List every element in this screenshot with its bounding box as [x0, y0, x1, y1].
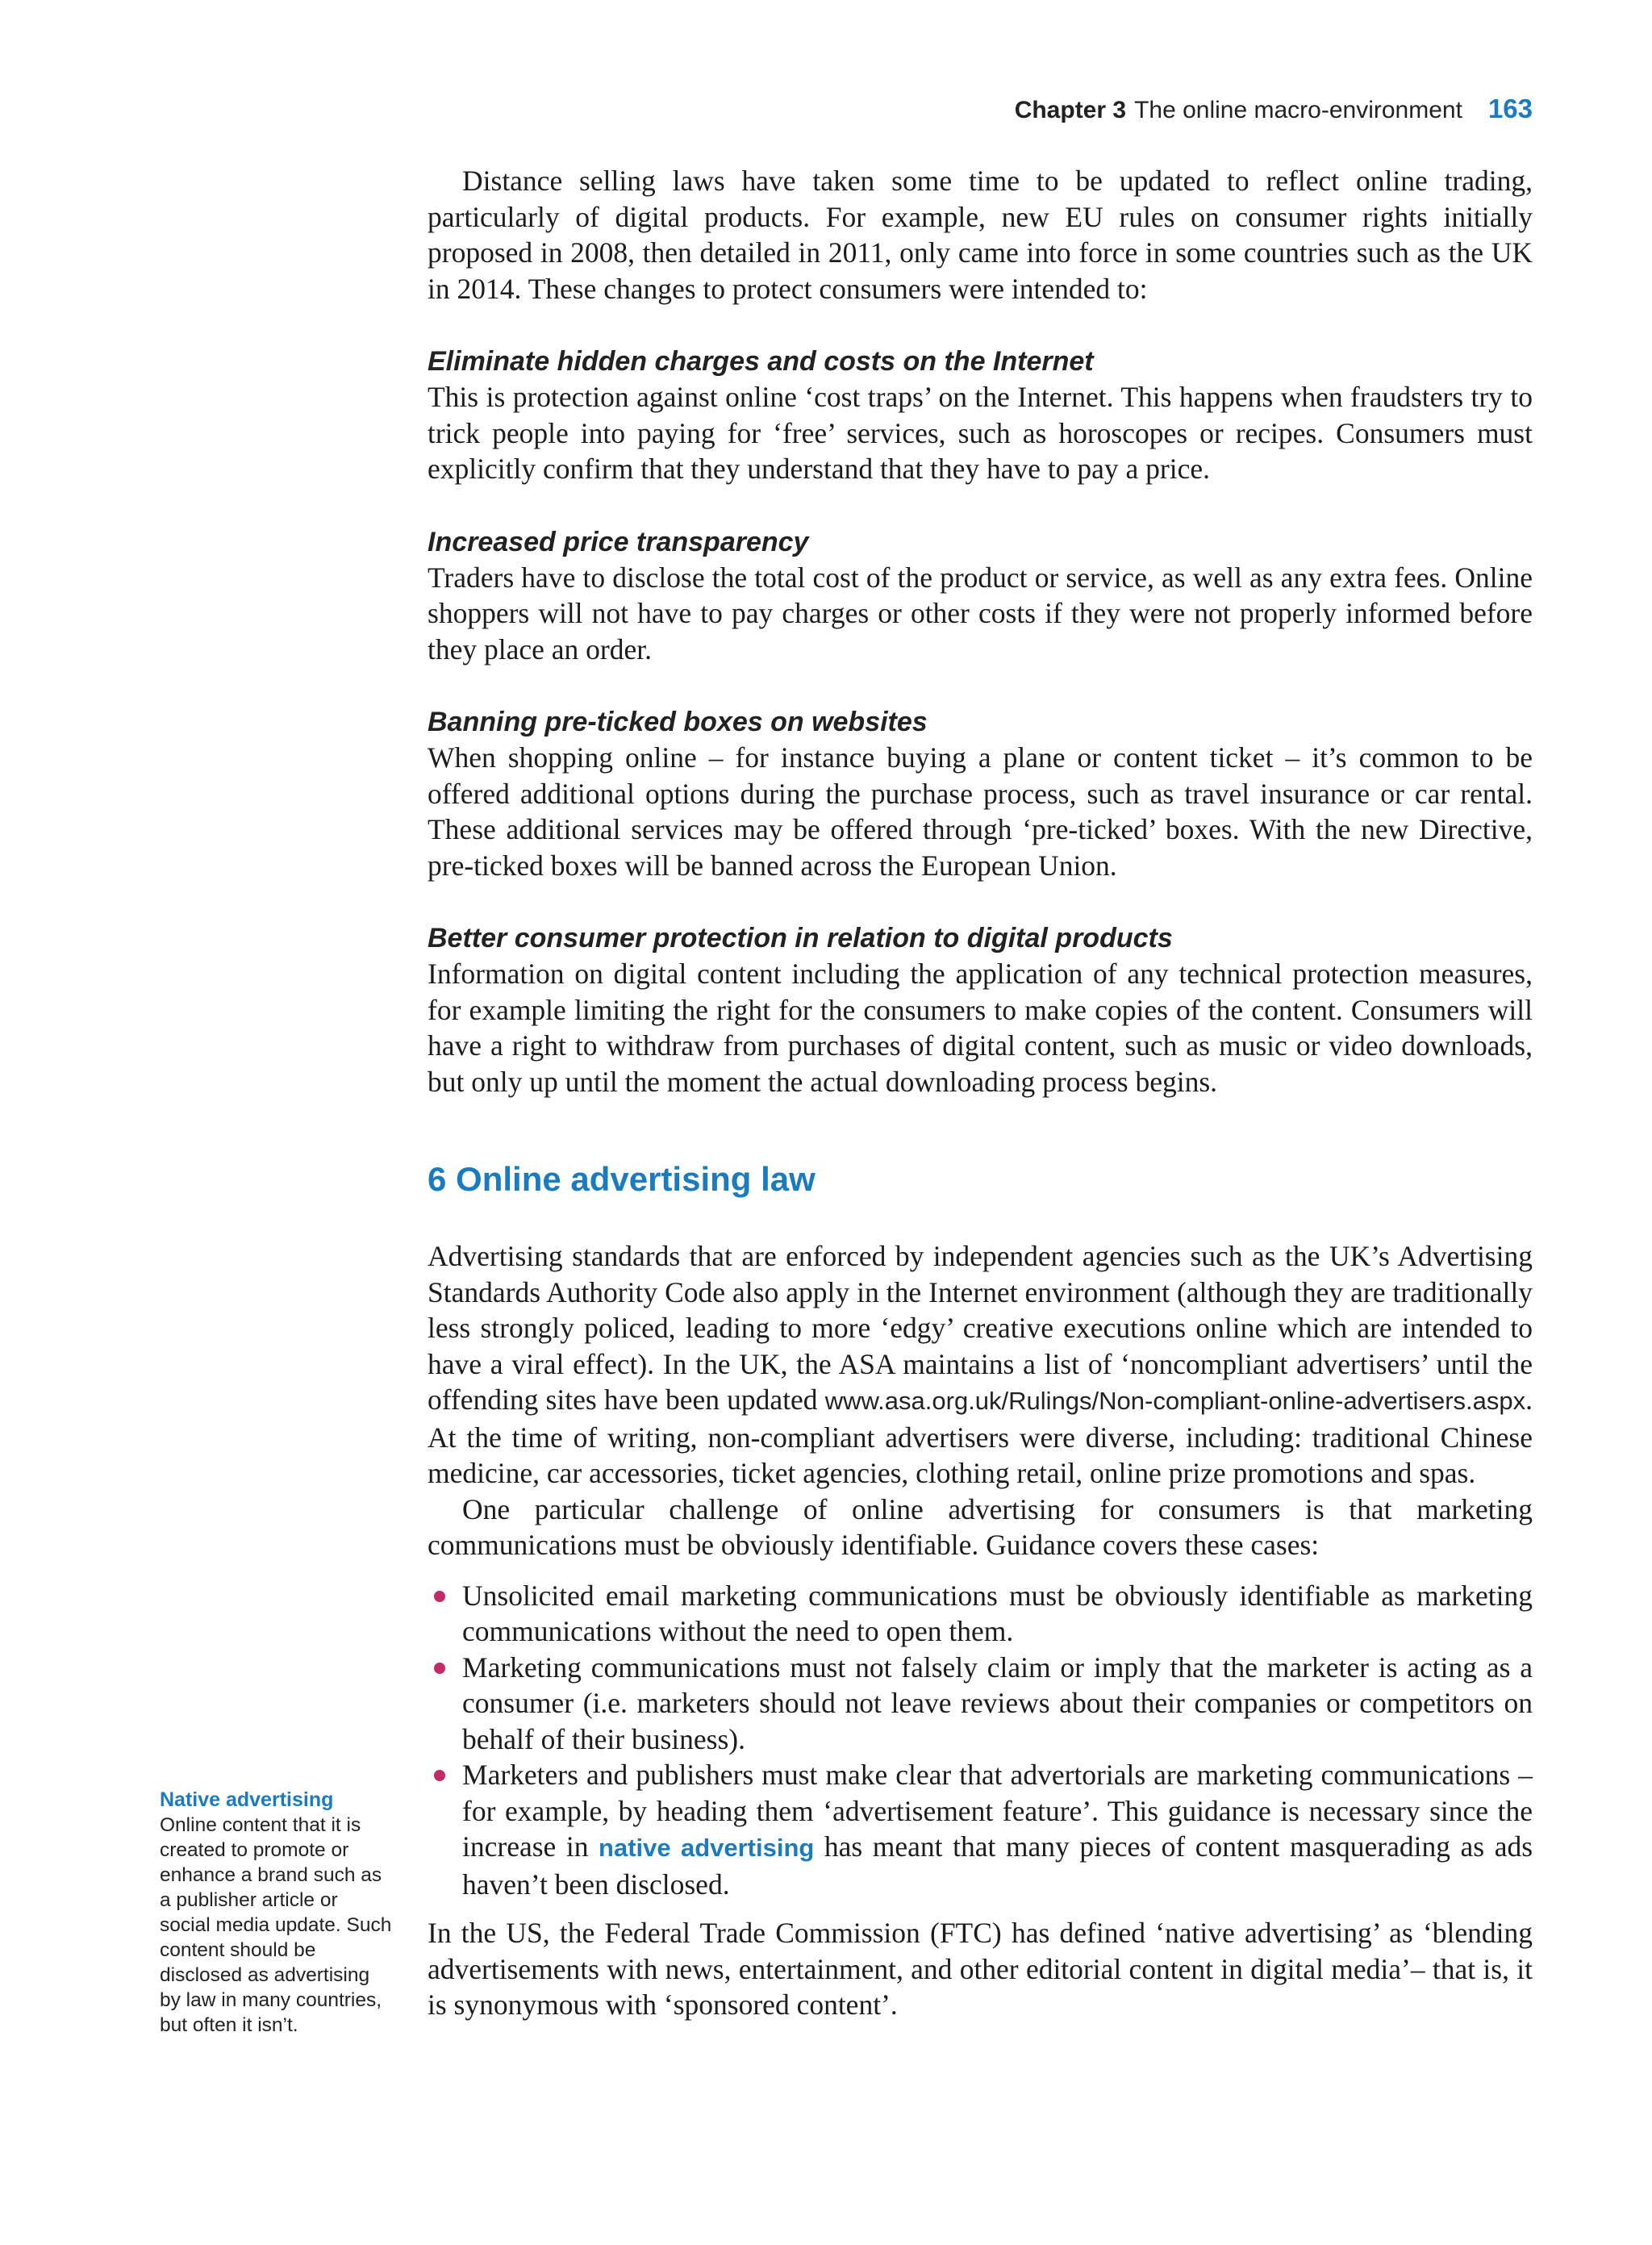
list-item-text: Unsolicited email marketing communications must be obviously identifiable as marketing communications without the need to open them. — [462, 1579, 1533, 1647]
glossary-term: Native advertising — [160, 1788, 334, 1811]
bullet-icon — [434, 1663, 445, 1674]
section-paragraph-2: One particular challenge of online advertising for consumers is that marketing communications must be obviously identifiable. Guidance covers these cases: — [428, 1492, 1533, 1561]
page-number: 163 — [1487, 94, 1533, 123]
subsection-body: When shopping online – for instance buying a plane or content ticket – it’s common to be offered additional options during the purchase process, such as travel insurance or car rental. These additional services may be offered through ‘pre-ticked’ boxes. With the new Directive, pre-ticked boxes will be banned across the European Union. — [428, 741, 1533, 882]
bullet-icon — [434, 1591, 445, 1602]
subsection-heading: Better consumer protection in relation to digital products — [428, 923, 1173, 953]
subsection-heading: Eliminate hidden charges and costs on the Internet — [428, 346, 1094, 377]
guidance-bullet-list — [428, 1578, 1533, 1903]
intro-paragraph: Distance selling laws have taken some time to be updated to reflect online trading, particularly of digital products. For example, new EU rules on consumer rights initially proposed in 2008, then detailed in 2011, only came into force in some countries such as the UK in 2014. These changes to protect consumers were intended to: — [428, 165, 1533, 305]
list-item-text: Marketers and publishers must make clear that advertorials are marketing communications – for example, by heading them ‘advertisement feature’. This guidance is necessary since the increase in — [462, 1759, 1533, 1863]
glossary-definition: Online content that it is created to promote or enhance a brand such as a publisher article or social media update. Such content should be disclosed as advertising by law in many countries, but often it isn’t. — [160, 1814, 392, 2036]
chapter-label: Chapter 3 — [1014, 97, 1127, 123]
paragraph-text: Advertising standards that are enforced by independent agencies such as the UK’s Advertising Standards Authority Code also apply in the Internet environment (although they are traditionally less strongly policed, leading to more ‘edgy’ creative executions online which are intended to have a viral effect). In the UK, the ASA maintains a list of ‘noncompliant advertisers’ until the offending sites have been updated — [428, 1240, 1533, 1416]
section-paragraph-1 — [428, 1238, 1533, 1492]
list-item-text: Marketing communications must not falsely claim or imply that the marketer is acting as a consumer (i.e. marketers should not leave reviews about their companies or competitors on behalf of their business). — [462, 1650, 1533, 1755]
chapter-title: The online macro-environment — [1134, 97, 1462, 123]
list-item — [428, 1757, 1533, 1902]
bullet-icon — [434, 1770, 445, 1781]
main-text-column — [428, 163, 1533, 2023]
margin-glossary-note — [160, 1788, 394, 2038]
asa-rulings-link[interactable]: www.asa.org.uk/Rulings/Non-compliant-online-advertisers.aspx — [824, 1387, 1526, 1415]
list-item — [428, 1578, 1533, 1650]
section-heading: 6 Online advertising law — [428, 1160, 816, 1198]
subsection-hidden-charges — [428, 344, 1533, 487]
subsection-price-transparency — [428, 524, 1533, 668]
key-term-native-advertising: native advertising — [599, 1834, 815, 1862]
running-head — [1015, 94, 1533, 124]
subsection-heading: Increased price transparency — [428, 526, 809, 557]
list-item-text: has meant that many pieces of content masquerading as ads haven’t been disclosed. — [462, 1830, 1533, 1901]
section-paragraph-3: In the US, the Federal Trade Commission (FTC) has defined ‘native advertising’ as ‘blending advertisements with news, entertainment, and other editorial content in digital media’– that is, it is synonymous with ‘sponsored content’. — [428, 1917, 1533, 2021]
paragraph-text: . At the time of writing, non-compliant advertisers were diverse, including: traditional Chinese medicine, car accessories, ticket agencies, clothing retail, online prize promotions and spas. — [428, 1383, 1533, 1489]
subsection-body: This is protection against online ‘cost traps’ on the Internet. This happens when fraudsters try to trick people into paying for ‘free’ services, such as horoscopes or recipes. Consumers must explicitly confirm that they understand that they have to pay a price. — [428, 381, 1533, 485]
subsection-pre-ticked-boxes — [428, 704, 1533, 883]
list-item — [428, 1650, 1533, 1758]
subsection-heading: Banning pre-ticked boxes on websites — [428, 707, 928, 737]
subsection-body: Traders have to disclose the total cost of the product or service, as well as any extra fees. Online shoppers will not have to pay charges or other costs if they were not properly informed before they place an order. — [428, 561, 1533, 666]
subsection-digital-products — [428, 920, 1533, 1100]
subsection-body: Information on digital content including the application of any technical protection measures, for example limiting the right for the consumers to make copies of the content. Consumers will have a right to withdraw from purchases of digital content, such as music or video downloads, but only up until the moment the actual downloading process begins. — [428, 958, 1533, 1098]
